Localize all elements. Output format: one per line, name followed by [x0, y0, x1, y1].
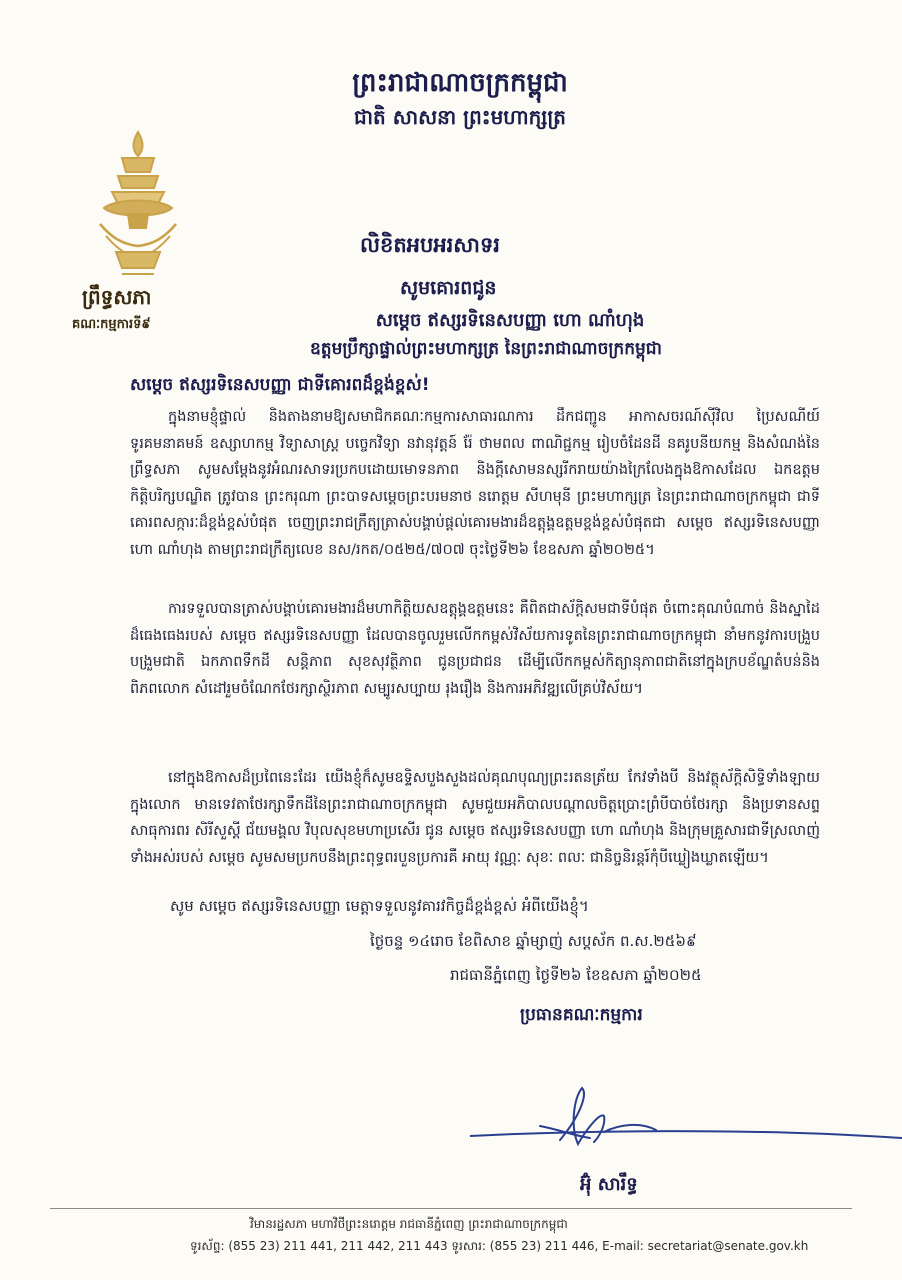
signer-name: អ៊ុំ សារឹទ្ធ	[580, 1174, 638, 1195]
body-paragraph-3: នៅក្នុងឱកាសដ៏ប្រពៃនេះដែរ យើងខ្ញុំក៏សូមឧទ្ទិសបួងសួងដល់គុណបុណ្យព្រះរតនត្រ័យ កែវទាំងបី និងវត្ថុស័ក្តិសិទ្ធិទាំងឡាយក្នុងលោក មានទេវតាថែរក្សាទឹកដីនៃព្រះរាជាណាចក្រកម្ពុជា សូមជួយអភិបាលបណ្តាលចិត្តប្រោះព្រំបីបាច់ថែរក្សា និងប្រទានសព្ទសាធុការពរ សិរីសួស្តី ជ័យមង្គល វិបុលសុខមហាប្រសើរ ជូន សម្តេច ឥស្សរទិនេសបញ្ញា ហោ ណាំហុង និងក្រុមគ្រួសារជាទីស្រលាញ់ទាំងអស់របស់ សម្តេច សូមសមប្រកបនឹងព្រះពុទ្ធពរបួនប្រការគឺ អាយុ វណ្ណៈ សុខៈ ពលៈ ជានិច្ចនិរន្តរ៍កុំបីឃ្លៀងឃ្លាតឡើយ។	[130, 770, 820, 866]
senate-emblem-icon	[92, 128, 184, 278]
body-paragraph-2: ការទទួលបានត្រាស់បង្គាប់គោរមងារដ៏មហាកិត្តិយសឧត្តុង្គឧត្តមនេះ គឺពិតជាស័ក្តិសមជាទីបំផុត ចំពោះគុណបំណាច់ និងស្នាដៃដ៏ធេងធេងរបស់ សម្តេច ឥស្សរទិនេសបញ្ញា ដែលបានចូលរួមលើកកម្ពស់វិស័យការទូតនៃព្រះរាជាណាចក្រកម្ពុជា នាំមកនូវការបង្រួបបង្រួមជាតិ ឯកភាពទឹកដី សន្តិភាព សុខសុវត្ថិភាព ជូនប្រជាជន ដើម្បីលើកកម្ពស់កិត្យានុភាពជាតិនៅក្នុងក្របខ័ណ្ឌតំបន់និងពិភពលោក សំដៅរួមចំណែកថែរក្សាស្ថិរភាព សម្បូរសប្បាយ រុងរឿង និងការអភិវឌ្ឍលើគ្រប់វិស័យ។	[130, 601, 820, 697]
salutation: សម្តេច ឥស្សរទិនេសបញ្ញា ជាទីគោរពដ៏ខ្ពង់ខ្ពស់!	[130, 375, 430, 395]
recipient-title: ឧត្តមប្រឹក្សាផ្ទាល់ព្រះមហាក្សត្រ នៃព្រះរាជាណាចក្រកម្ពុជា	[310, 339, 662, 359]
body-paragraph-1: ក្នុងនាមខ្ញុំផ្ទាល់ និងតាងនាមឱ្យសមាជិកគណៈកម្មការសាធារណការ ដឹកជញ្ជូន អាកាសចរណ៍ស៊ីវិល ប្រៃសណីយ៍ ទូរគមនាគមន៍ ឧស្សាហកម្ម វិទ្យាសាស្ត្រ បច្ចេកវិទ្យា នវានុវត្តន៍ រ៉ែ ថាមពល ពាណិជ្ជកម្ម រៀបចំដែនដី នគរូបនីយកម្ម និងសំណង់នៃព្រឹទ្ធសភា សូមសម្តែងនូវអំណរសាទរប្រកបដោយមោទនភាព និងក្តីសោមនស្សរីករាយយ៉ាងក្រៃលែងក្នុងឱកាសដែល ឯកឧត្តមកិត្តិបរិក្សបណ្ឌិត ត្រូវបាន ព្រះករុណា ព្រះបាទសម្តេចព្រះបរមនាថ នរោត្តម សីហមុនី ព្រះមហាក្សត្រ នៃព្រះរាជាណាចក្រកម្ពុជា ជាទីគោរពសក្ការៈដ៏ខ្ពង់ខ្ពស់បំផុត ចេញព្រះរាជក្រឹត្យត្រាស់បង្គាប់ផ្តល់គោរមងារដ៏ឧត្តុង្គឧត្តមខ្ពង់ខ្ពស់បំផុតជា សម្តេច ឥស្សរទិនេសបញ្ញា ហោ ណាំហុង តាមព្រះរាជក្រឹត្យលេខ នស/រកត/០៥២៥/៧០៧ ចុះថ្ងៃទី២៦ ខែឧសភា ឆ្នាំ២០២៥។	[130, 409, 820, 558]
signer-title: ប្រធានគណៈកម្មការ	[520, 1005, 643, 1025]
document-title: លិខិតអបអរសាទរ	[360, 233, 500, 257]
footer-divider	[50, 1208, 852, 1209]
footer-contact: ទូរស័ព្ទ: (855 23) 211 441, 211 442, 211 443 ទូរសារ: (855 23) 211 446, E-mail: secretariat@senate.gov.kh	[190, 1239, 809, 1253]
recipient-name: សម្តេច ឥស្សរទិនេសបញ្ញា ហោ ណាំហុង	[375, 310, 645, 331]
national-motto: ជាតិ សាសនា ព្រះមហាក្សត្រ	[354, 105, 566, 129]
closing-line: សូម សម្តេច ឥស្សរទិនេសបញ្ញា មេត្តាទទួលនូវគារវកិច្ចដ៏ខ្ពង់ខ្ពស់ អំពីយើងខ្ញុំ។	[170, 897, 589, 915]
footer-address: វិមានរដ្ឋសភា មហាវិថីព្រះនរោត្តម រាជធានីភ្នំពេញ ព្រះរាជាណាចក្រកម្ពុជា	[250, 1217, 568, 1231]
committee-label: គណៈកម្មការទី៩	[72, 317, 151, 332]
handwritten-signature-icon	[470, 1086, 902, 1158]
place-and-date: រាជធានីភ្នំពេញ ថ្ងៃទី២៦ ខែឧសភា ឆ្នាំ២០២៥	[450, 966, 702, 984]
senate-label: ព្រឹទ្ធសភា	[82, 285, 152, 309]
greeting-line: សូមគោរពជូន	[400, 277, 497, 299]
lunar-date: ថ្ងៃចន្ទ ១៤រោច ខែពិសាខ ឆ្នាំម្សាញ់ សប្តស័ក ព.ស.២៥៦៩	[370, 932, 697, 950]
kingdom-heading: ព្រះរាជាណាចក្រកម្ពុជា	[352, 68, 568, 98]
